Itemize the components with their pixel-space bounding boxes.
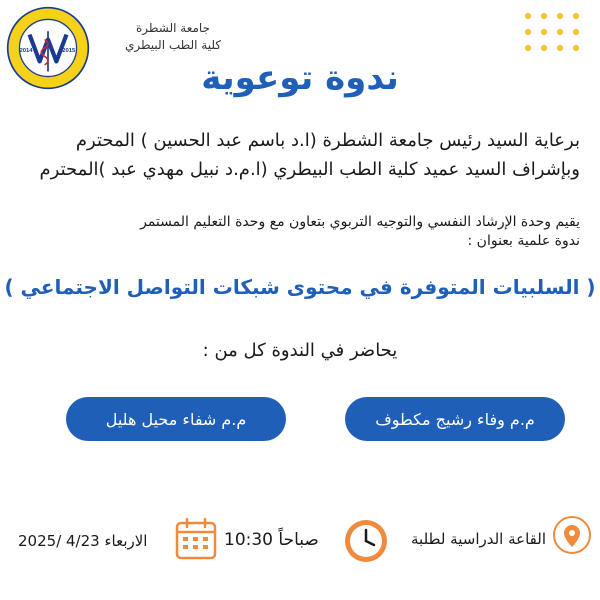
logo-year-left: 2014 [19,48,33,55]
location-text: القاعة الدراسية لطلبة [411,530,546,548]
logo-year-right: 2015 [62,48,76,55]
seminar-topic: ( السلبيات المتوفرة في محتوى شبكات التواصل الاجتماعي ) [4,275,596,299]
supervisor-line: وبإشراف السيد عميد كلية الطب البيطري (ا.م.د نبيل مهدي عبد )المحترم [39,159,580,180]
time-text: صباحاً 10:30 [224,530,319,550]
clock-icon [343,518,389,564]
lecturer-badge: م.م وفاء رشيج مكطوف [345,397,565,441]
lecturer-badge: م.م شفاء محيل هليل [66,397,286,441]
patron-line: برعاية السيد رئيس جامعة الشطرة (ا.د باسم عبد الحسين ) المحترم [75,130,580,151]
organizer-line: يقيم وحدة الإرشاد النفسي والتوجيه التربوي بتعاون مع وحدة التعليم المستمر [140,214,580,230]
event-title: ندوة توعوية [201,58,399,98]
date-text: الاربعاء 4/23 /2025 [18,532,148,550]
seminar-line: ندوة علمية بعنوان : [467,233,580,249]
university-block [118,20,228,54]
lecturers-heading: يحاضر في الندوة كل من : [202,340,398,361]
calendar-icon [174,517,218,561]
location-pin-icon [553,516,591,558]
university-name: جامعة الشطرة [136,21,210,35]
college-name: كلية الطب البيطري [124,38,222,52]
